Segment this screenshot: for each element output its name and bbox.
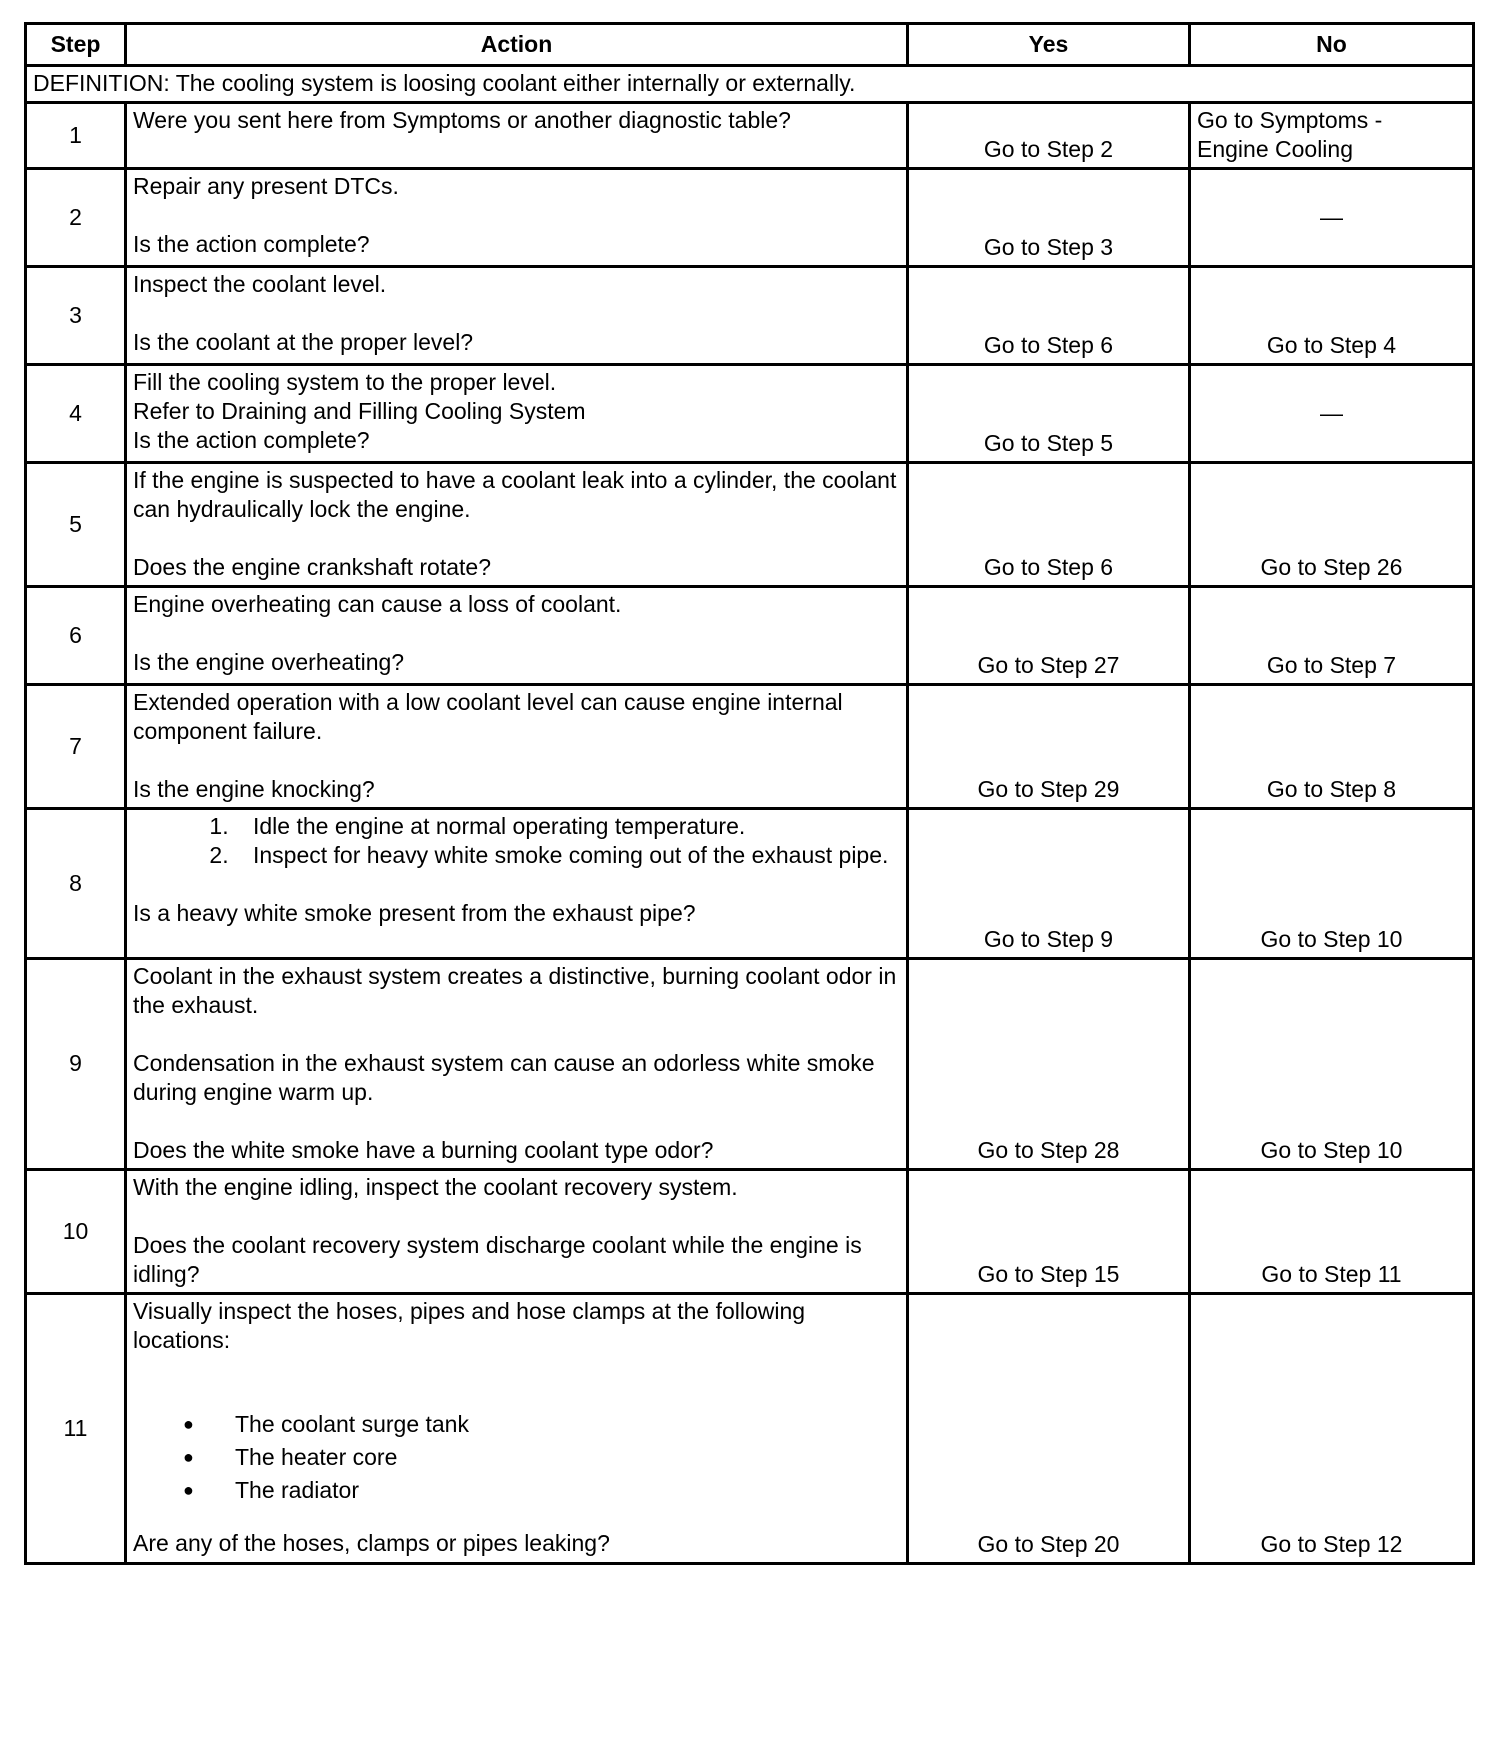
list-item: ● The radiator — [235, 1476, 900, 1505]
numbered-list — [133, 812, 900, 870]
no-link[interactable]: Go to Step 8 — [1190, 685, 1474, 809]
yes-link[interactable]: Go to Step 27 — [908, 587, 1190, 685]
step-number: 2 — [26, 169, 126, 267]
action-question: Are any of the hoses, clamps or pipes leaking? — [133, 1530, 610, 1556]
step-number: 7 — [26, 685, 126, 809]
header-row — [26, 24, 1474, 66]
action-question: Does the white smoke have a burning coolant type odor? — [133, 1137, 714, 1163]
action-question: Is the engine knocking? — [133, 776, 375, 802]
action-cell — [126, 587, 908, 685]
no-value: — — [1190, 365, 1474, 463]
table-row — [26, 365, 1474, 463]
step-number: 1 — [26, 103, 126, 169]
action-cell — [126, 169, 908, 267]
step-number: 9 — [26, 959, 126, 1170]
header-yes: Yes — [908, 24, 1190, 66]
action-text: Engine overheating can cause a loss of coolant. — [133, 591, 622, 617]
action-question: Is the action complete? — [133, 231, 370, 257]
no-link[interactable]: Go to Step 11 — [1190, 1170, 1474, 1294]
action-reference[interactable]: Refer to Draining and Filling Cooling System — [133, 398, 586, 424]
yes-link[interactable]: Go to Step 3 — [908, 169, 1190, 267]
action-question: Is the coolant at the proper level? — [133, 329, 474, 355]
yes-link[interactable]: Go to Step 20 — [908, 1294, 1190, 1564]
step-number: 5 — [26, 463, 126, 587]
yes-link[interactable]: Go to Step 28 — [908, 959, 1190, 1170]
action-text-2: Condensation in the exhaust system can cause an odorless white smoke during engine warm up. — [133, 1050, 875, 1105]
table-row — [26, 1170, 1474, 1294]
table-row — [26, 169, 1474, 267]
no-link[interactable]: Go to Step 10 — [1190, 809, 1474, 959]
action-text: If the engine is suspected to have a coolant leak into a cylinder, the coolant can hydraulically lock the engine. — [133, 467, 897, 522]
action-question: Is a heavy white smoke present from the exhaust pipe? — [133, 900, 696, 926]
bulleted-list — [133, 1410, 900, 1505]
step-number: 6 — [26, 587, 126, 685]
table-row — [26, 685, 1474, 809]
step-number: 4 — [26, 365, 126, 463]
no-link[interactable]: Go to Step 10 — [1190, 959, 1474, 1170]
action-text: Fill the cooling system to the proper level. — [133, 369, 557, 395]
table-row — [26, 103, 1474, 169]
action-text: Were you sent here from Symptoms or another diagnostic table? — [133, 107, 791, 133]
diagnostic-table — [24, 22, 1475, 1565]
yes-link[interactable]: Go to Step 9 — [908, 809, 1190, 959]
action-text: With the engine idling, inspect the coolant recovery system. — [133, 1174, 738, 1200]
definition-text: DEFINITION: The cooling system is loosing coolant either internally or externally. — [26, 66, 1474, 103]
header-action: Action — [126, 24, 908, 66]
action-question: Is the action complete? — [133, 427, 370, 453]
action-text: Visually inspect the hoses, pipes and hose clamps at the following locations: — [133, 1298, 806, 1353]
table-row — [26, 463, 1474, 587]
yes-link[interactable]: Go to Step 5 — [908, 365, 1190, 463]
header-step: Step — [26, 24, 126, 66]
action-cell — [126, 1170, 908, 1294]
action-cell — [126, 103, 908, 169]
list-item: 2. Inspect for heavy white smoke coming out of the exhaust pipe. — [235, 841, 900, 870]
action-question: Is the engine overheating? — [133, 649, 405, 675]
table-row — [26, 1294, 1474, 1564]
table-row — [26, 267, 1474, 365]
action-cell — [126, 1294, 908, 1564]
action-cell — [126, 267, 908, 365]
no-link[interactable]: Go to Step 4 — [1190, 267, 1474, 365]
action-cell — [126, 809, 908, 959]
no-cell — [1190, 103, 1474, 169]
yes-link[interactable]: Go to Step 29 — [908, 685, 1190, 809]
step-number: 10 — [26, 1170, 126, 1294]
no-value: — — [1190, 169, 1474, 267]
action-text: Repair any present DTCs. — [133, 173, 399, 199]
no-link[interactable]: Go to Step 12 — [1190, 1294, 1474, 1564]
no-link[interactable]: Go to Step 26 — [1190, 463, 1474, 587]
yes-link[interactable]: Go to Step 6 — [908, 267, 1190, 365]
yes-link[interactable]: Go to Step 2 — [908, 103, 1190, 169]
action-cell — [126, 685, 908, 809]
table-row — [26, 809, 1474, 959]
definition-row — [26, 66, 1474, 103]
header-no: No — [1190, 24, 1474, 66]
no-link[interactable]: Go to Step 7 — [1190, 587, 1474, 685]
action-question: Does the coolant recovery system discharge coolant while the engine is idling? — [133, 1232, 862, 1287]
no-link[interactable]: Go to Symptoms - — [1197, 107, 1383, 133]
action-text: Inspect the coolant level. — [133, 271, 387, 297]
action-text: Extended operation with a low coolant level can cause engine internal component failure. — [133, 689, 843, 744]
step-number: 11 — [26, 1294, 126, 1564]
action-cell — [126, 365, 908, 463]
no-link-cont[interactable]: Engine Cooling — [1197, 136, 1354, 162]
list-item: ● The heater core — [235, 1443, 900, 1472]
action-cell — [126, 959, 908, 1170]
table-row — [26, 587, 1474, 685]
step-number: 8 — [26, 809, 126, 959]
step-number: 3 — [26, 267, 126, 365]
action-text: Coolant in the exhaust system creates a distinctive, burning coolant odor in the exhaust. — [133, 963, 897, 1018]
yes-link[interactable]: Go to Step 15 — [908, 1170, 1190, 1294]
list-item: ● The coolant surge tank — [235, 1410, 900, 1439]
action-cell — [126, 463, 908, 587]
action-question: Does the engine crankshaft rotate? — [133, 554, 492, 580]
list-item: 1. Idle the engine at normal operating temperature. — [235, 812, 900, 841]
table-row — [26, 959, 1474, 1170]
yes-link[interactable]: Go to Step 6 — [908, 463, 1190, 587]
